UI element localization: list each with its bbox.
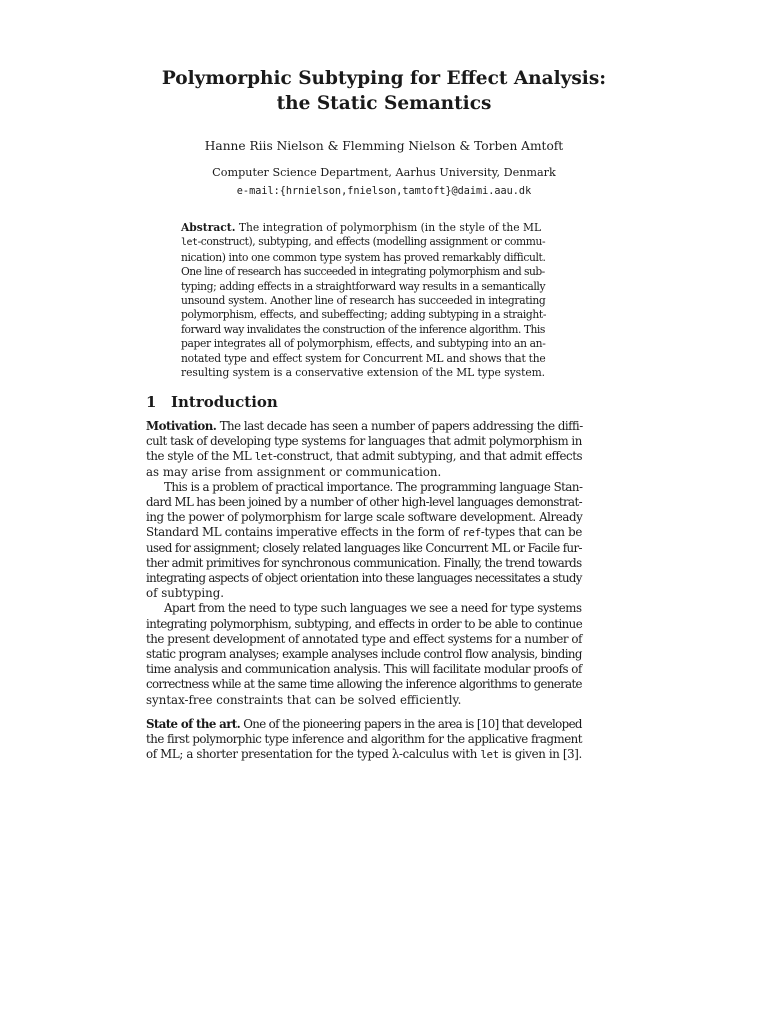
body-line	[146, 419, 582, 434]
paragraph-label: Motivation.	[146, 419, 217, 433]
section-title: Introduction	[171, 393, 278, 411]
abstract-line: paper integrates all of polymorphism, effects, and subtyping into an an-	[181, 337, 546, 351]
abstract-line: typing; adding effects in a straightforward way results in a semantically	[181, 279, 546, 293]
body-line: correctness while at the same time allowing the inference algorithms to generate	[146, 677, 582, 692]
body-line: of subtyping.	[146, 586, 225, 601]
body-line: integrating aspects of object orientation into these languages necessitates a study	[146, 571, 582, 586]
body-line: integrating polymorphism, subtyping, and effects in order to be able to continue	[146, 616, 583, 631]
body-line: ther admit primitives for synchronous communication. Finally, the trend towards	[146, 555, 582, 570]
body-line: Standard ML contains imperative effects in the form of ref-types that can be	[146, 525, 582, 540]
body-line: the present development of annotated type and effect systems for a number of	[146, 631, 582, 646]
body-line: static program analyses; example analyses include control flow analysis, binding	[146, 647, 582, 662]
body-text: The last decade has seen a number of papers addressing the diffi-	[219, 419, 583, 433]
abstract-label: Abstract.	[181, 221, 236, 234]
body-line: used for assignment; closely related languages like Concurrent ML or Facile fur-	[146, 540, 582, 555]
state-of-art-paragraph	[146, 717, 582, 763]
body-line: time analysis and communication analysis. This will facilitate modular proofs of	[146, 662, 582, 677]
abstract-line: forward way invalidates the construction of the inference algorithm. This	[181, 322, 545, 336]
abstract	[181, 221, 545, 380]
body-line: the style of the ML let-construct, that admit subtyping, and that admit effects	[146, 449, 583, 464]
abstract-line: unsound system. Another line of research has succeeded in integrating	[181, 294, 546, 308]
body-line: Apart from the need to type such languages we see a need for type systems	[164, 601, 582, 616]
email-address: e-mail:{hrnielson,fnielson,tamtoft}@daimi.aau.dk	[236, 186, 532, 197]
section-heading	[146, 393, 278, 411]
paragraph-label: State of the art.	[146, 717, 241, 731]
body-line: syntax-free constraints that can be solved efficiently.	[146, 692, 462, 707]
abstract-line: resulting system is a conservative extension of the ML type system.	[181, 366, 546, 380]
abstract-text: The integration of polymorphism (in the style of the ML	[238, 221, 542, 234]
title-line: Polymorphic Subtyping for Effect Analysis:	[161, 68, 607, 89]
body-text: One of the pioneering papers in the area is [10] that developed	[243, 717, 582, 731]
author-list: Hanne Riis Nielson & Flemming Nielson & Torben Amtoft	[204, 139, 564, 153]
body-line: of ML; a shorter presentation for the typed λ-calculus with let is given in [3].	[146, 747, 582, 762]
section-number: 1	[146, 393, 157, 411]
body-line: the first polymorphic type inference and algorithm for the applicative fragment	[146, 732, 582, 747]
abstract-line: polymorphism, effects, and subeffecting; adding subtyping in a straight-	[181, 308, 547, 322]
abstract-line	[181, 221, 545, 235]
paper-title	[0, 66, 768, 116]
body-line: This is a problem of practical importance. The programming language Stan-	[164, 479, 583, 494]
affiliation: Computer Science Department, Aarhus University, Denmark	[212, 166, 556, 179]
motivation-paragraph	[146, 419, 582, 708]
abstract-line: nication) into one common type system has proved remarkably difficult.	[181, 250, 546, 264]
body-line: as may arise from assignment or communication.	[146, 464, 442, 479]
body-line: ing the power of polymorphism for large scale software development. Already	[146, 510, 583, 525]
body-line	[146, 717, 582, 732]
abstract-line: let-construct), subtyping, and effects (modelling assignment or commu-	[181, 235, 546, 249]
body-line: dard ML has been joined by a number of other high-level languages demonstrat-	[146, 495, 582, 510]
abstract-line: notated type and effect system for Concurrent ML and shows that the	[181, 351, 546, 365]
body-line: cult task of developing type systems for languages that admit polymorphism in	[146, 434, 582, 449]
title-line: the Static Semantics	[276, 93, 492, 114]
abstract-line: One line of research has succeeded in integrating polymorphism and sub-	[181, 265, 545, 279]
